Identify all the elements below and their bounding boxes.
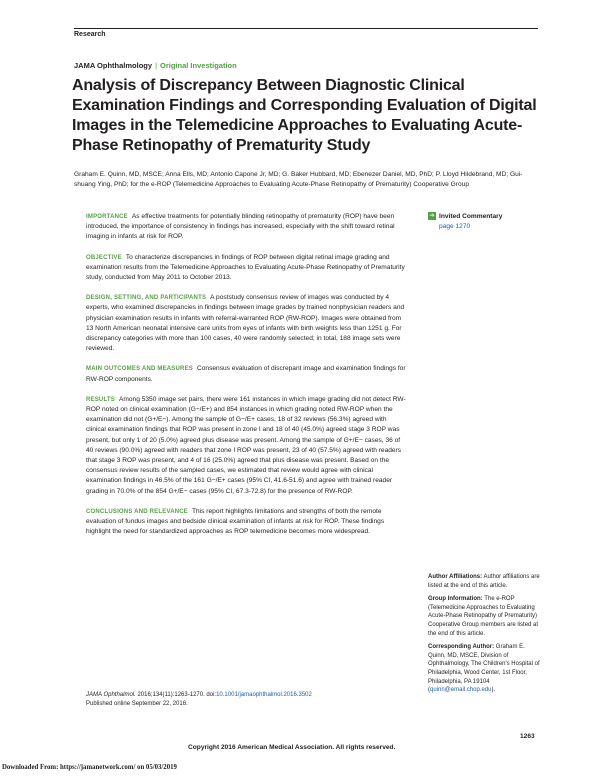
design-label: DESIGN, SETTING, AND PARTICIPANTS (86, 295, 207, 302)
download-stamp: Downloaded From: https://jamanetwork.com/ on 05/03/2019 (2, 764, 177, 771)
published-date: Published online September 22, 2016. (86, 700, 188, 707)
invited-commentary-label: Invited Commentary (439, 213, 503, 220)
conclusions-text: This report highlights limitations and strengths of both the remote evaluation of fundus images and bedside clinical examination of infants at risk for ROP. These findings highlight the need for standardized approaches as ROP telemedicine becomes more widespread. (86, 507, 385, 536)
corresponding-text: Graham E. Quinn, MD, MSCE, Division of Ophthalmology, The Children's Hospital of Philadelphia, Wood Center, 1st Floor, Philadelphia, PA 19104 ( (428, 644, 540, 694)
arrow-icon: ➔ (429, 213, 435, 220)
citation (86, 691, 426, 708)
results-label: RESULTS (86, 396, 115, 403)
affiliations-note (428, 573, 540, 590)
top-rule (74, 28, 538, 29)
article-title: Analysis of Discrepancy Between Diagnostic Clinical Examination Findings and Corresponding Evaluation of Digital Images in the Telemedicine Approaches to Evaluating Acute-Phase Retinopathy of Prematurity Study (72, 77, 537, 154)
abstract (86, 212, 406, 547)
copyright-notice: Copyright 2016 American Medical Association. All rights reserved. (188, 744, 396, 751)
abstract-outcomes (86, 364, 406, 384)
author-sidebar (428, 573, 540, 700)
article-type: Original Investigation (160, 61, 237, 70)
section-label: Research (74, 31, 106, 38)
corresponding-end: ). (491, 687, 496, 694)
design-text: A poststudy consensus review of images was conducted by 4 experts, who examined discrepancies in findings between image grades by trained nonphysician readers and physician examination results in infants with referral-warranted ROP (RW-ROP). Images were obtained from 13 North American neonatal intensive care units from eyes of infants with birth weights less than 1251 g. For discrepancy categories with more than 100 cases, 40 were randomly selected; in total, 188 image sets were reviewed. (86, 294, 405, 353)
abstract-results (86, 395, 406, 497)
corresponding-note (428, 643, 540, 695)
citation-ref: 2016;134(11):1263-1270. doi: (137, 692, 217, 698)
abstract-design (86, 293, 406, 354)
author-list: Graham E. Quinn, MD, MSCE; Anna Ells, MD; Antonio Capone Jr, MD; G. Baker Hubbard, MD; Ebenezer Daniel, MD, PhD; P. Lloyd Hildebrand, MD; Gui-shuang Ying, PhD; for the e-ROP (Telemedicine Approaches to Evaluating Acute-Phase Retinopathy of Prematurity) Cooperative Group (74, 171, 523, 188)
citation-line (86, 691, 426, 700)
invited-commentary-page-link[interactable]: page 1270 (439, 222, 471, 230)
abstract-objective (86, 253, 406, 284)
abstract-conclusions (86, 507, 406, 538)
group-text: The e-ROP (Telemedicine Approaches to Evaluating Acute-Phase Retinopathy of Prematurity) Cooperative Group members are listed at the end of this article. (428, 596, 539, 637)
objective-label: OBJECTIVE (86, 254, 122, 261)
results-text: Among 5350 image set pairs, there were 161 instances in which image grading did not detect RW-ROP noted on clinical examination (G−/E+) and 854 instances in which grading noted RW-ROP when the examination did not (G+/E−). Among the sample of G−/E+ cases, 18 of 32 reviews (56.3%) agreed with clinical examination findings that ROP was present in zone I and 18 of 40 (45.0%) agreed stage 3 ROP was present, but only 1 of 20 (5.0%) agreed plus disease was present. Among the sample of G+/E− cases, 36 of 40 reviews (90.0%) agreed with readers that zone I ROP was present, 23 of 40 (57.5%) agreed with readers that stage 3 ROP was present, and 4 of 16 (25.0%) agreed that plus disease was present. Based on the consensus review results of the sampled cases, we estimated that review would agree with clinical examination findings in 46.5% of the 161 G−/E+ cases (95% CI, 41.6-51.6) and agree with trained reader grading in 70.0% of the 854 G+/E− cases (95% CI, 67.3-72.8) for the presence of RW-ROP. (86, 395, 406, 495)
journal-line (74, 61, 237, 70)
affiliations-label: Author Affiliations: (428, 574, 483, 580)
affiliations-text: Author affiliations are listed at the end of this article. (428, 574, 540, 589)
conclusions-label: CONCLUSIONS AND RELEVANCE (86, 508, 189, 515)
importance-text: As effective treatments for potentially blinding retinopathy of prematurity (ROP) have been introduced, the importance of consistency in findings has increased, especially with the shift toward retinal imaging in infants at risk for ROP. (86, 213, 395, 241)
journal-separator: | (155, 61, 158, 70)
corresponding-email-link[interactable]: quinn@email.chop.edu (430, 687, 492, 694)
page-number: 1263 (520, 733, 535, 740)
group-note (428, 595, 540, 638)
objective-text: To characterize discrepancies in findings of ROP between digital retinal image grading and examination results from the Telemedicine Approaches to Evaluating Acute-Phase Retinopathy of Prematurity study, conducted from May 2011 to October 2013. (86, 253, 405, 282)
outcomes-label: MAIN OUTCOMES AND MEASURES (86, 366, 193, 373)
doi-link[interactable]: 10.1001/jamaophthalmol.2016.3502 (216, 692, 312, 698)
journal-name: JAMA Ophthalmology (74, 61, 153, 70)
citation-journal: JAMA Ophthalmol. (86, 692, 136, 698)
invited-commentary[interactable] (428, 212, 548, 231)
corresponding-label: Corresponding Author: (428, 644, 495, 651)
abstract-importance (86, 212, 406, 243)
group-label: Group Information: (428, 596, 483, 603)
outcomes-text: Consensus evaluation of discrepant image and examination findings for RW-ROP components. (86, 365, 406, 383)
importance-label: IMPORTANCE (86, 214, 128, 220)
